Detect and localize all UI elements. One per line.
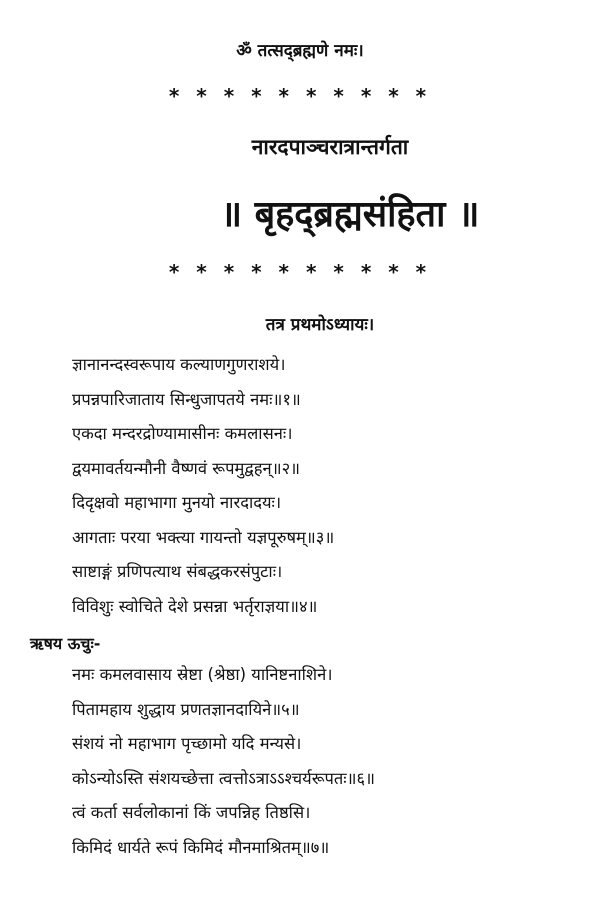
verse-block-1	[72, 348, 334, 624]
speaker-heading: ऋषय ऊचुः-	[30, 634, 101, 653]
star-divider-top: * * * * * * * * * *	[168, 84, 432, 108]
verse-line: कोऽन्योऽस्ति संशयच्छेत्ता त्वत्तोऽत्राऽऽश्चर्यरूपतः॥६॥	[72, 768, 375, 788]
verse-line: प्रपन्नपारिजाताय सिन्धुजापतये नमः॥१॥	[72, 389, 301, 409]
verse-line: किमिदं धार्यते रूपं किमिदं मौनमाश्रितम्॥७॥	[72, 837, 330, 857]
verse-line: संशयं नो महाभाग पृच्छामो यदि मन्यसे।	[72, 734, 302, 753]
verse-line: दिदृक्षवो महाभागा मुनयो नारदादयः।	[72, 493, 282, 512]
verse-line: आगताः परया भक्त्या गायन्तो यज्ञपूरुषम्॥३॥	[72, 527, 335, 547]
star-divider-bottom: * * * * * * * * * *	[168, 260, 432, 284]
verse-line: साष्टाङ्गं प्रणिपत्याथ संबद्धकरसंपुटाः।	[72, 562, 283, 581]
invocation-line: ॐ तत्सद्ब्रह्मणे नमः।	[236, 41, 364, 61]
verse-line: एकदा मन्दरद्रोण्यामासीनः कमलासनः।	[72, 424, 293, 443]
verse-line: ज्ञानानन्दस्वरूपाय कल्याणगुणराशये।	[72, 355, 286, 374]
verse-line: विविशुः स्वोचिते देशे प्रसन्ना भर्तृराज्ञया॥४॥	[72, 596, 318, 616]
page-title: ॥ बृहद्ब्रह्मसंहिता ॥	[220, 194, 480, 235]
verse-block-2	[72, 658, 375, 865]
chapter-heading: तत्र प्रथमोऽध्यायः।	[265, 315, 375, 335]
subtitle: नारदपाञ्चरात्रान्तर्गता	[251, 135, 409, 159]
verse-line: द्वयमावर्तयन्मौनी वैष्णवं रूपमुद्वहन्॥२॥	[72, 458, 301, 478]
verse-line: त्वं कर्ता सर्वलोकानां किं जपन्निह तिष्ठसि।	[72, 803, 311, 822]
verse-line: पितामहाय शुद्धाय प्रणतज्ञानदायिने॥५॥	[72, 699, 300, 719]
verse-line: नमः कमलवासाय स्रेष्टा (श्रेष्ठा) यानिष्टनाशिने।	[72, 665, 333, 684]
